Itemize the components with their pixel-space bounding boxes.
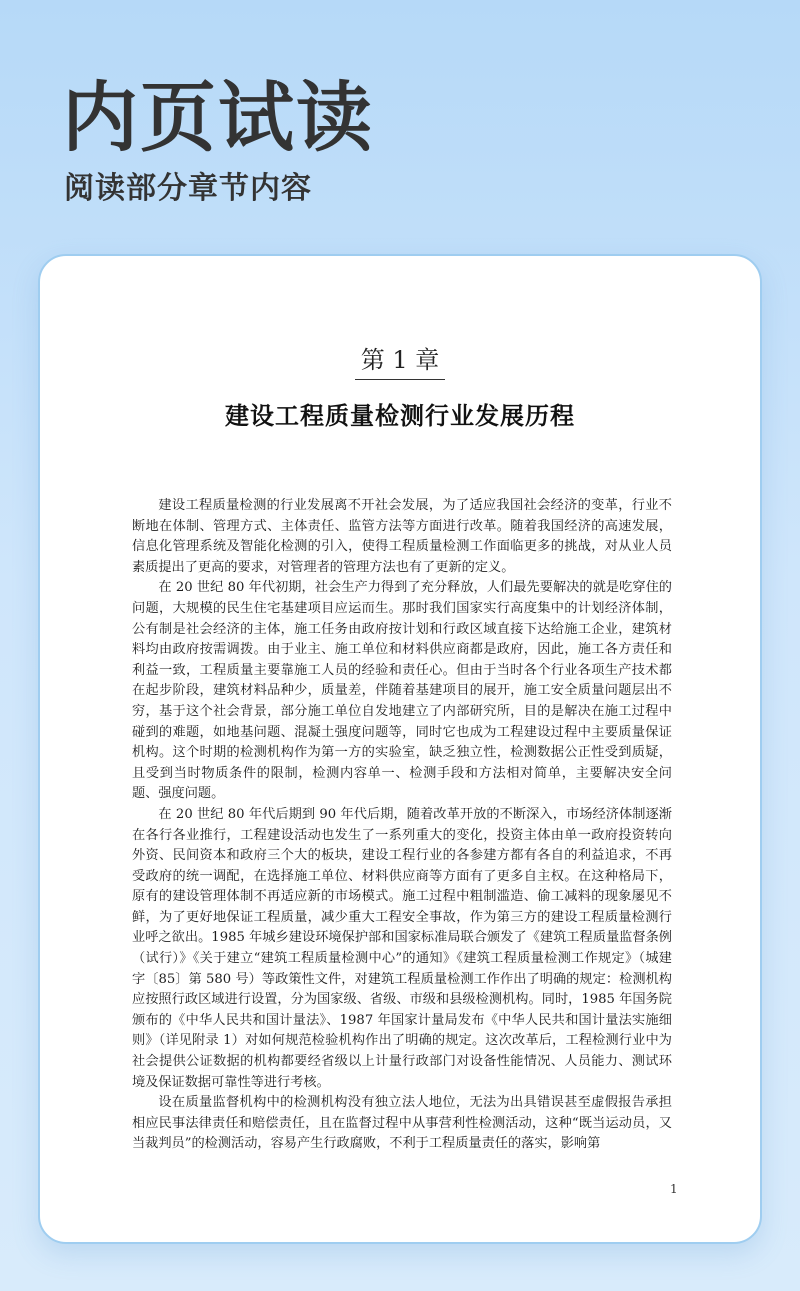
chapter-label-text: 第 1 章 xyxy=(355,340,446,380)
paragraph: 建设工程质量检测的行业发展离不开社会发展，为了适应我国社会经济的变革，行业不断地在体制、管理方式、主体责任、监管方法等方面进行改革。随着我国经济的高速发展，信息化管理系统及智能化检测的引入，使得工程质量检测工作面临更多的挑战，对从业人员素质提出了更高的要求，对管理者的管理方法也有了更新的定义。 xyxy=(132,498,672,575)
page-number: 1 xyxy=(670,1182,678,1196)
chapter-body xyxy=(132,496,672,1155)
chapter-title: 建设工程质量检测行业发展历程 xyxy=(225,402,575,430)
header-title: 内页试读 xyxy=(62,73,374,162)
header-subtitle: 阅读部分章节内容 xyxy=(64,171,312,206)
page-preview-card xyxy=(38,254,762,1244)
paragraph: 在 20 世纪 80 年代后期到 90 年代后期，随着改革开放的不断深入，市场经济体制逐渐在各行各业推行，工程建设活动也发生了一系列重大的变化，投资主体由单一政府投资转向外资、民间资本和政府三个大的板块，建设工程行业的各参建方都有各自的利益追求，不再受政府的统一调配，在选择施工单位、材料供应商等方面有了更多自主权。在这种格局下，原有的建设管理体制不再适应新的市场模式。施工过程中粗制滥造、偷工减料的现象屡见不鲜，为了更好地保证工程质量，减少重大工程安全事故，作为第三方的建设工程质量检测行业呼之欲出。1985 年城乡建设环境保护部和国家标准局联合颁发了《建筑工程质量监督条例（试行）》《关于建立“建筑工程质量检测中心”的通知》《建筑工程质量检测工作规定》（城建字〔85〕第 580 号）等政策性文件，对建筑工程质量检测工作作出了明确的规定：检测机构应按照行政区域进行设置，分为国家级、省级、市级和县级检测机构。同时，1985 年国务院颁布的《中华人民共和国计量法》、1987 年国家计量局发布《中华人民共和国计量法实施细则》（详见附录 1）对如何规范检验机构作出了明确的规定。这次改革后，工程检测行业中为社会提供公证数据的机构都要经省级以上计量行政部门对设备性能情况、人员能力、测试环境及保证数据可靠性等进行考核。 xyxy=(132,806,672,1090)
paragraph: 设在质量监督机构中的检测机构没有独立法人地位，无法为出具错误甚至虚假报告承担相应民事法律责任和赔偿责任，且在监督过程中从事营利性检测活动，这种“既当运动员，又当裁判员”的检测活动，容易产生行政腐败，不利于工程质量责任的落实，影响第 xyxy=(132,1095,672,1152)
chapter-label xyxy=(40,340,760,380)
paragraph: 在 20 世纪 80 年代初期，社会生产力得到了充分释放，人们最先要解决的就是吃穿住的问题，大规模的民生住宅基建项目应运而生。那时我们国家实行高度集中的计划经济体制，公有制是社会经济的主体，施工任务由政府按计划和行政区域直接下达给施工企业，建筑材料均由政府按需调拨。由于业主、施工单位和材料供应商都是政府，因此，施工各方责任和利益一致，工程质量主要靠施工人员的经验和责任心。但由于当时各个行业各项生产技术都在起步阶段，建筑材料品种少，质量差，伴随着基建项目的展开，施工安全质量问题层出不穷，基于这个社会背景，部分施工单位自发地建立了内部研究所，目的是解决在施工过程中碰到的难题，如地基问题、混凝土强度问题等，同时它也成为工程建设过程中主要质量保证机构。这个时期的检测机构作为第一方的实验室，缺乏独立性，检测数据公正性受到质疑，且受到当时物质条件的限制，检测内容单一、检测手段和方法相对简单，主要解决安全问题、强度问题。 xyxy=(132,580,672,802)
